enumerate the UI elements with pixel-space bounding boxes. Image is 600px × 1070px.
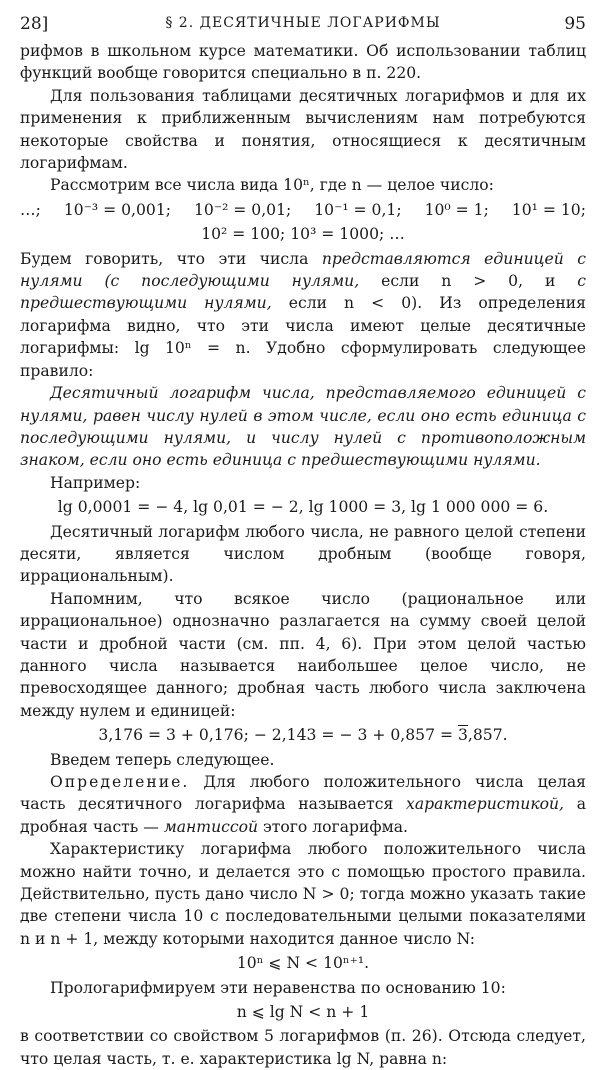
- powers-row-2: 10² = 100; 10³ = 1000; …: [201, 225, 405, 244]
- paragraph-intro: Для пользования таблицами десятичных логарифмов и для их применения к приближенным вычислениям нам потребуются некоторые свойства и понятия, относящиеся к десятичным логарифмам.: [20, 86, 586, 173]
- paragraph-continuation: рифмов в школьном курсе математики. Об использовании таблиц функций вообще говорится специально в п. 220.: [20, 42, 586, 83]
- book-page: [20, 14, 586, 1070]
- paragraph-consider: Рассмотрим все числа вида 10ⁿ, где n — целое число:: [50, 176, 494, 195]
- inequality-powers: 10ⁿ ⩽ N < 10ⁿ⁺¹.: [236, 954, 370, 973]
- paragraph-irrational: Десятичный логарифм любого числа, не равного целой степени десяти, является числом дробным (вообще говоря, иррациональным).: [20, 522, 586, 586]
- formula-part: ,857.: [467, 726, 508, 745]
- paragraph-example-label: Например:: [50, 473, 141, 492]
- term-characteristic: характеристикой,: [406, 795, 565, 814]
- text-span: если n < 0). Из определения логарифма видно, что эти числа имеют целые десятичные логарифмы: lg 10ⁿ = n. Удобно сформулировать следующее правило:: [20, 294, 586, 380]
- definition: [20, 771, 586, 838]
- example-formula: lg 0,0001 = − 4, lg 0,01 = − 2, lg 1000 = 3, lg 1 000 000 = 6.: [57, 498, 549, 517]
- formula-part: 3,176 = 3 + 0,176; − 2,143 = − 3 + 0,857 =: [98, 726, 458, 745]
- paragraph-next: Введем теперь следующее.: [50, 750, 275, 769]
- paragraph-logarithmize: Прологарифмируем эти неравенства по основанию 10:: [50, 978, 506, 997]
- powers-item: 10⁻¹ = 0,1;: [314, 200, 402, 219]
- page-number: 95: [564, 14, 586, 34]
- text-span: этого логарифма.: [258, 817, 408, 836]
- emphasis: с предшествующими нулями,: [20, 272, 586, 313]
- term-mantissa: мантиссой: [163, 817, 259, 836]
- paragraph-conclusion: в соответствии со свойством 5 логарифмов (п. 26). Отсюда следует, что целая часть, т. е. характеристика lg N, равна n:: [20, 1027, 586, 1068]
- text-span: а дробная часть —: [20, 795, 586, 836]
- definition-label: Определение.: [50, 773, 190, 791]
- inequality-log: n ⩽ lg N < n + 1: [236, 1003, 370, 1022]
- running-title: § 2. ДЕСЯТИЧНЫЕ ЛОГАРИФМЫ: [165, 15, 441, 31]
- rule-statement: Десятичный логарифм числа, представляемого единицей с нулями, равен числу нулей в этом числе, если оно есть единица с последующими нулями, и числу нулей с противоположным знаком, если оно есть единица с предшествующими нулями.: [20, 384, 586, 470]
- text-span: Будем говорить, что эти числа: [20, 249, 322, 268]
- text-span: если n > 0, и: [359, 272, 578, 291]
- powers-item: …;: [20, 200, 41, 219]
- powers-row-1: [20, 199, 586, 221]
- powers-item: 10⁻³ = 0,001;: [63, 200, 172, 219]
- paragraph-characteristic: Характеристику логарифма любого положительного числа можно найти точно, и делается это с помощью простого правила. Действительно, пусть дано число N > 0; тогда можно указать такие две степени числа 10 с последовательными целыми показателями n и n + 1, между которыми находится данное число N:: [20, 840, 586, 948]
- powers-item: 10¹ = 10;: [511, 200, 586, 219]
- page-body: [20, 40, 586, 1070]
- paragraph-decomposition: Напомним, что всякое число (рациональное или иррациональное) однозначно разлагается на сумму своей целой части и дробной части (см. пп. 4, 6). При этом целой частью данного числа называется наибольшее целое число, не превосходящее данного; дробная часть любого числа заключена между нулем и единицей:: [20, 589, 586, 720]
- text-span: Для любого положительного числа целая часть десятичного логарифма называется: [20, 773, 586, 814]
- powers-item: 10⁻² = 0,01;: [194, 200, 292, 219]
- paragraph-representation: [20, 248, 586, 382]
- emphasis: представляются единицей с нулями (с последующими нулями,: [20, 249, 586, 291]
- decomposition-formula: [20, 724, 586, 746]
- section-number: 28]: [20, 14, 49, 34]
- running-header: [20, 14, 586, 40]
- bar-digit: 3: [457, 726, 468, 745]
- powers-item: 10⁰ = 1;: [424, 200, 489, 219]
